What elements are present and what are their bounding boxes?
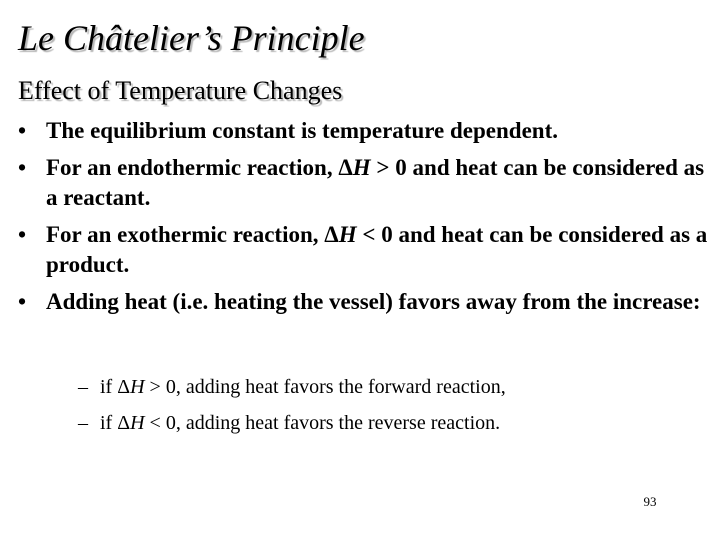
enthalpy-variable: H <box>130 376 145 398</box>
bullet-icon: • <box>18 288 27 314</box>
sub-bullet-list <box>78 374 698 446</box>
bullet-icon: • <box>18 118 27 143</box>
enthalpy-variable: H <box>130 412 145 434</box>
delta-symbol: Δ <box>117 376 131 398</box>
bullet-item <box>18 220 708 281</box>
sub-bullet-text-before: if <box>100 412 118 434</box>
sub-bullet-item <box>78 410 698 436</box>
dash-icon: – <box>78 376 88 398</box>
bullet-text: The equilibrium constant is temperature dependent. <box>46 118 558 143</box>
bullet-text: Adding heat (i.e. heating the vessel) favors away from the increase: <box>46 288 701 314</box>
bullet-text-before: For an exothermic reaction, <box>46 221 325 247</box>
bullet-item <box>18 287 708 318</box>
sub-bullet-text-after: > 0, adding heat favors the forward reaction, <box>144 376 506 398</box>
bullet-text-after: > 0 and heat can be considered as a reactant. <box>46 154 705 210</box>
sub-bullet-text-before: if <box>100 376 118 398</box>
dash-icon: – <box>78 412 88 434</box>
bullet-list <box>18 116 708 323</box>
bullet-item <box>18 116 708 147</box>
enthalpy-variable: H <box>352 154 371 180</box>
sub-bullet-text-after: < 0, adding heat favors the reverse reaction. <box>144 412 501 434</box>
sub-bullet-item <box>78 374 698 400</box>
bullet-icon: • <box>18 154 27 180</box>
bullet-text-after: < 0 and heat can be considered as a product. <box>46 221 708 277</box>
enthalpy-variable: H <box>338 221 357 247</box>
bullet-icon: • <box>18 221 27 247</box>
delta-symbol: Δ <box>117 412 131 434</box>
delta-symbol: Δ <box>338 154 353 180</box>
page-number: 93 <box>643 494 657 509</box>
slide-title: Le Châtelier’s Principle <box>18 18 365 58</box>
bullet-text-before: For an endothermic reaction, <box>46 154 339 180</box>
slide-subtitle: Effect of Temperature Changes <box>18 76 343 105</box>
delta-symbol: Δ <box>324 221 339 247</box>
bullet-item <box>18 153 708 214</box>
